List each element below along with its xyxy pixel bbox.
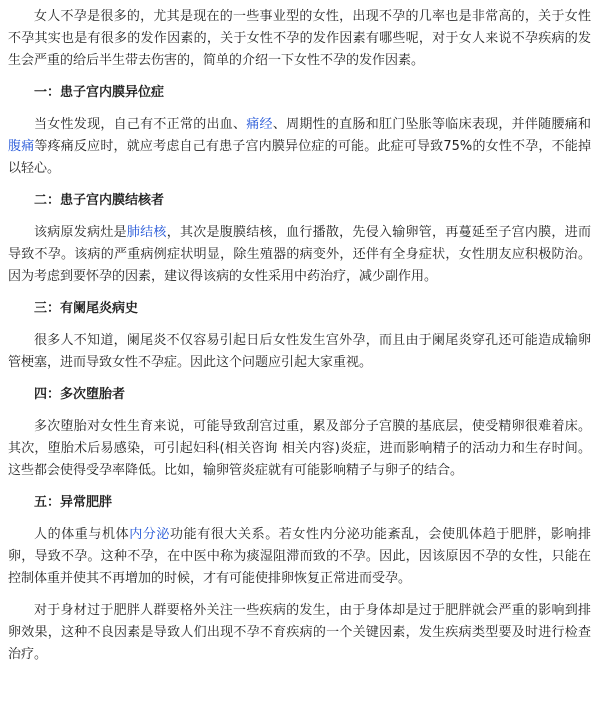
section-3-heading: 三：有阑尾炎病史	[34, 301, 139, 316]
section-5-text-a: 人的体重与机体	[34, 527, 130, 542]
section-2-text-b: ，其次是腹膜结核，血行播散，先侵入输卵管，再蔓延至子宫内膜，进而导致不孕。该病的严重病例症状明显，除生殖器的病变外，还伴有全身症状，女性朋友应积极防治。因为考虑到要怀孕的因素，建议得该病的女性采用中药治疗，减少副作用。	[8, 225, 591, 284]
section-1-text-c: 等疼痛反应时，就应考虑自己有患子宫内膜异位症的可能。此症可导致75%的女性不孕，不能掉以轻心。	[8, 139, 591, 176]
link-tuberculosis[interactable]: 肺结核	[126, 225, 167, 240]
section-2-text-a: 该病原发病灶是	[34, 225, 127, 240]
section-5-paragraph	[8, 524, 591, 590]
section-2-paragraph	[8, 222, 591, 288]
section-1-paragraph	[8, 114, 591, 180]
section-4-heading: 四：多次堕胎者	[34, 387, 126, 402]
section-5-text-b: 功能有很大关系。若女性内分泌功能紊乱，会使肌体趋于肥胖，影响排卵，导致不孕。这种不孕，在中医中称为痰湿阻滞而致的不孕。因此，因该原因不孕的女性，只能在控制体重并使其不再增加的时候，才有可能使排卵恢复正常进而受孕。	[8, 527, 591, 586]
section-1-heading: 一：患子宫内膜异位症	[34, 85, 165, 100]
intro-paragraph: 女人不孕是很多的，尤其是现在的一些事业型的女性，出现不孕的几率也是非常高的，关于女性不孕其实也是有很多的发作因素的，关于女性不孕的发作因素有哪些呢，对于女人来说不孕疾病的发生会严重的给后半生带去伤害的，简单的介绍一下女性不孕的发作因素。	[8, 9, 591, 68]
section-3-paragraph: 很多人不知道，阑尾炎不仅容易引起日后女性发生宫外孕，而且由于阑尾炎穿孔还可能造成输卵管梗塞，进而导致女性不孕症。因此这个问题应引起大家重视。	[8, 333, 591, 370]
section-1-text-b: 、周期性的直肠和肛门坠胀等临床表现，并伴随腰痛和	[272, 117, 591, 132]
section-5-heading: 五：异常肥胖	[34, 495, 113, 510]
link-abdominal-pain[interactable]: 腹痛	[8, 139, 35, 154]
section-5-paragraph-2: 对于身材过于肥胖人群要格外关注一些疾病的发生，由于身体却是过于肥胖就会严重的影响到排卵效果，这种不良因素是导致人们出现不孕不育疾病的一个关键因素，发生疾病类型要及时进行检查治疗。	[8, 603, 591, 662]
link-endocrine[interactable]: 内分泌	[129, 527, 170, 542]
link-dysmenorrhea[interactable]: 痛经	[246, 117, 273, 132]
section-4-paragraph: 多次堕胎对女性生育来说，可能导致刮宫过重，累及部分子宫膜的基底层，使受精卵很难着床。其次，堕胎术后易感染，可引起妇科(相关咨询 相关内容)炎症，进而影响精子的活动力和生存时间。这些都会使得受孕率降低。比如，输卵管炎症就有可能影响精子与卵子的结合。	[8, 419, 591, 478]
section-2-heading: 二：患子宫内膜结核者	[34, 193, 165, 208]
section-1-text-a: 当女性发现，自己有不正常的出血、	[34, 117, 247, 132]
